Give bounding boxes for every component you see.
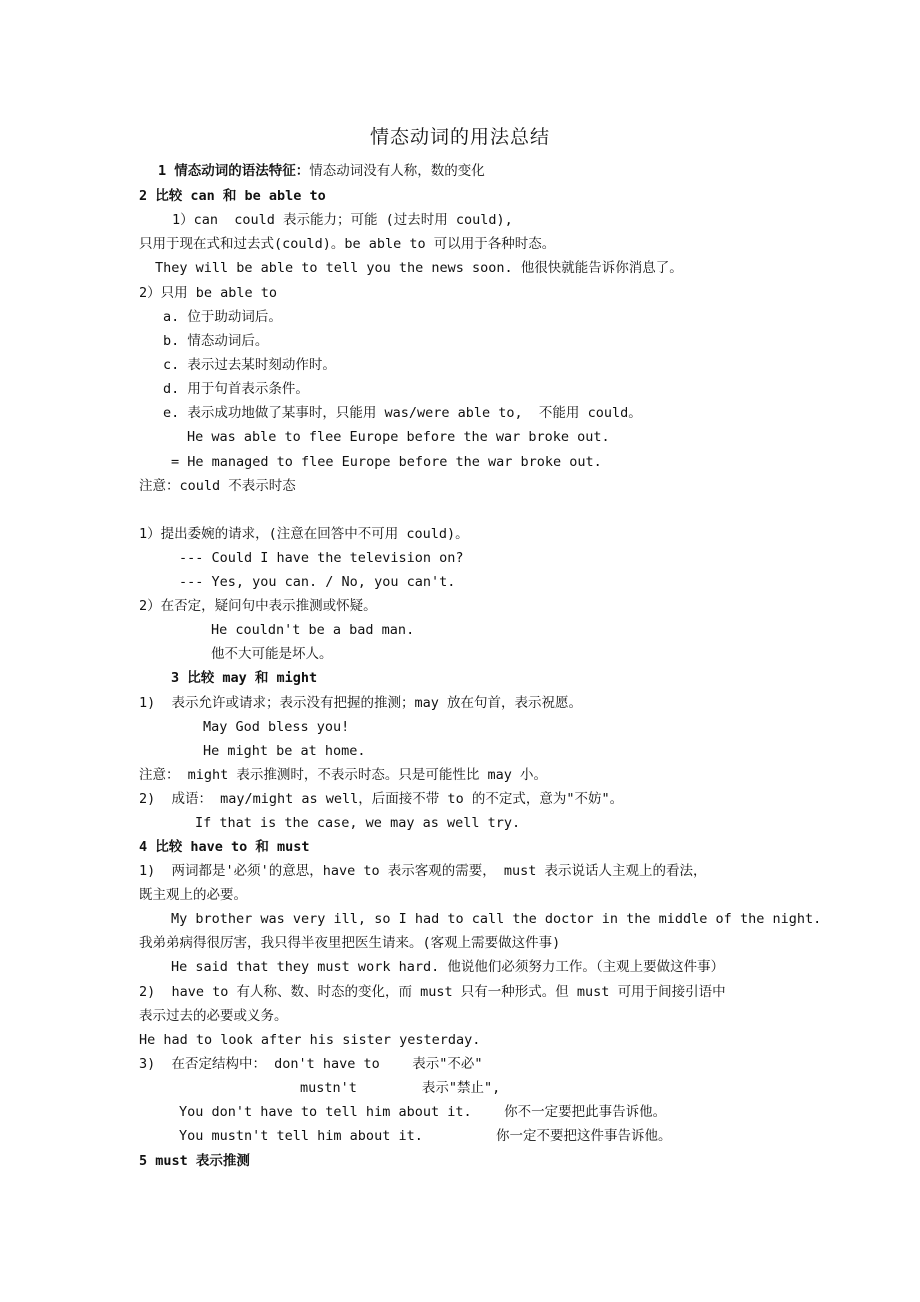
- line-text: d. 用于句首表示条件。: [163, 381, 309, 397]
- line-text: 3) 在否定结构中： don't have to 表示"不必": [139, 1056, 483, 1072]
- line-text: 1）can could 表示能力；可能 (过去时用 could),: [172, 212, 513, 228]
- line-text: e. 表示成功地做了某事时，只能用 was/were able to, 不能用 could。: [163, 405, 642, 421]
- text-line: [158, 162, 485, 180]
- text-line: [171, 453, 602, 471]
- line-text: mustn't 表示"禁止",: [300, 1080, 501, 1096]
- text-line: [179, 573, 455, 591]
- line-text: He couldn't be a bad man.: [211, 622, 415, 638]
- text-line: [139, 477, 296, 495]
- line-text: You mustn't tell him about it. 你一定不要把这件事告诉他。: [179, 1128, 672, 1144]
- line-text: 1) 两词都是'必须'的意思，have to 表示客观的需要， must 表示说话人主观上的看法，: [139, 863, 707, 879]
- text-line: [187, 428, 610, 446]
- text-line: [163, 308, 282, 326]
- line-text: He was able to flee Europe before the war broke out.: [187, 429, 610, 445]
- line-text: 2）只用 be able to: [139, 285, 278, 301]
- line-text: If that is the case, we may as well try.: [195, 815, 521, 831]
- line-text: c. 表示过去某时刻动作时。: [163, 357, 336, 373]
- line-text: They will be able to tell you the news soon. 他很快就能告诉你消息了。: [155, 260, 683, 276]
- text-line: [203, 718, 349, 736]
- line-text: 1）提出委婉的请求，(注意在回答中不可用 could)。: [139, 526, 469, 542]
- line-text: --- Yes, you can. / No, you can't.: [179, 574, 456, 590]
- page-title: 情态动词的用法总结: [369, 126, 550, 148]
- text-line: [195, 814, 520, 832]
- text-line: [139, 862, 707, 880]
- text-line: [171, 669, 317, 687]
- text-line: [163, 356, 336, 374]
- line-heading: 3 比较 may 和 might: [171, 670, 318, 686]
- text-line: [139, 235, 555, 253]
- line-text: May God bless you!: [203, 719, 350, 735]
- text-line: [211, 621, 414, 639]
- text-line: [139, 838, 310, 856]
- line-text: My brother was very ill, so I had to call the doctor in the middle of the night.: [171, 911, 822, 927]
- text-line: [171, 958, 724, 976]
- text-line: [139, 1007, 288, 1025]
- line-text: b. 情态动词后。: [163, 333, 269, 349]
- line-heading: 5 must 表示推测: [139, 1153, 250, 1169]
- line-text: 只用于现在式和过去式(could)。be able to 可以用于各种时态。: [139, 236, 556, 252]
- text-line: [139, 1031, 480, 1049]
- text-line: [300, 1079, 500, 1097]
- text-line: [171, 910, 821, 928]
- text-line: [172, 211, 513, 229]
- text-line: [139, 934, 560, 952]
- line-text: 2）在否定，疑问句中表示推测或怀疑。: [139, 598, 377, 614]
- line-text: He might be at home.: [203, 743, 366, 759]
- text-line: [139, 284, 277, 302]
- line-text: 他不大可能是坏人。: [211, 646, 333, 662]
- line-text: 2) 成语： may/might as well，后面接不带 to 的不定式，意为"不妨"。: [139, 791, 624, 807]
- text-line: [163, 380, 309, 398]
- line-text: 既主观上的必要。: [139, 887, 247, 903]
- text-line: [179, 1103, 666, 1121]
- line-text: He said that they must work hard. 他说他们必须努力工作。（主观上要做这件事）: [171, 959, 725, 975]
- line-text: 注意： might 表示推测时，不表示时态。只是可能性比 may 小。: [139, 767, 548, 783]
- text-line: [139, 1152, 250, 1170]
- text-line: [155, 259, 683, 277]
- line-text: 我弟弟病得很厉害，我只得半夜里把医生请来。(客观上需要做这件事): [139, 935, 561, 951]
- text-line: [211, 645, 333, 663]
- line-text: You don't have to tell him about it. 你不一定要把此事告诉他。: [179, 1104, 667, 1120]
- text-line: [179, 1127, 671, 1145]
- text-line: [139, 694, 582, 712]
- text-line: [203, 742, 366, 760]
- line-text: 情态动词没有人称，数的变化: [309, 163, 485, 179]
- text-line: [139, 1055, 483, 1073]
- text-line: [139, 187, 326, 205]
- text-line: [139, 886, 247, 904]
- line-text: = He managed to flee Europe before the war broke out.: [171, 454, 602, 470]
- line-text: 1) 表示允许或请求；表示没有把握的推测；may 放在句首，表示祝愿。: [139, 695, 583, 711]
- line-heading: 4 比较 have to 和 must: [139, 839, 310, 855]
- line-text: --- Could I have the television on?: [179, 550, 464, 566]
- text-line: [139, 790, 623, 808]
- line-heading: 1 情态动词的语法特征：: [158, 163, 310, 179]
- line-heading: 2 比较 can 和 be able to: [139, 188, 326, 204]
- text-line: [179, 549, 463, 567]
- line-text: 表示过去的必要或义务。: [139, 1008, 288, 1024]
- text-line: [163, 404, 642, 422]
- line-text: He had to look after his sister yesterday.: [139, 1032, 481, 1048]
- text-line: [139, 597, 377, 615]
- text-line: [139, 983, 726, 1001]
- line-text: 2) have to 有人称、数、时态的变化，而 must 只有一种形式。但 must 可用于间接引语中: [139, 984, 726, 1000]
- text-line: [139, 766, 547, 784]
- line-text: a. 位于助动词后。: [163, 309, 282, 325]
- text-line: [163, 332, 268, 350]
- line-text: 注意：could 不表示时态: [139, 478, 296, 494]
- text-line: [139, 525, 469, 543]
